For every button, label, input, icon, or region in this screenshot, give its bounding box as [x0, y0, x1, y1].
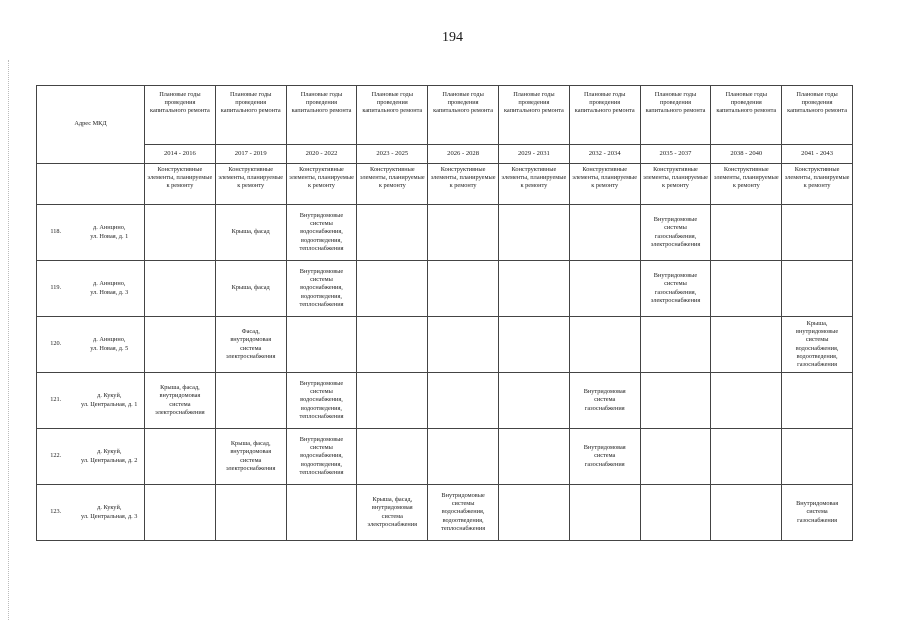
row-address: [75, 373, 145, 429]
schedule-cell: [286, 485, 357, 541]
row-number: 118.: [37, 205, 75, 261]
schedule-cell: [569, 373, 640, 429]
binding-margin: [8, 60, 11, 620]
schedule-cell-text: Внутридомовые системы водоснабжения, водоотведения, теплоснабжения: [299, 212, 344, 252]
schedule-cell: [499, 429, 570, 485]
header-row-title: [37, 86, 853, 145]
schedule-cell: [711, 205, 782, 261]
period-title-cell: Плановые годы проведения капитального ремонта: [782, 86, 853, 145]
page-number: 194: [442, 30, 463, 45]
schedule-cell: [640, 485, 711, 541]
schedule-cell: [569, 317, 640, 373]
schedule-cell: [499, 261, 570, 317]
schedule-cell: [215, 429, 286, 485]
period-title-cell: Плановые годы проведения капитального ремонта: [569, 86, 640, 145]
period-years-cell: 2023 - 2025: [357, 145, 428, 164]
schedule-cell-text: Крыша, фасад: [231, 284, 270, 292]
schedule-cell-text: Внутридомовые системы водоснабжения, водоотведения, теплоснабжения: [299, 268, 344, 308]
schedule-cell: [782, 485, 853, 541]
header-row-years: [37, 145, 853, 164]
schedule-cell: [569, 429, 640, 485]
schedule-cell: [215, 485, 286, 541]
table-row: [37, 373, 853, 429]
address-header-cell: [37, 86, 145, 164]
schedule-cell: [357, 205, 428, 261]
period-years-cell: 2032 - 2034: [569, 145, 640, 164]
schedule-cell: [711, 261, 782, 317]
elements-title-cell: Конструктивные элементы, планируемые к ремонту: [782, 164, 853, 205]
schedule-cell: [145, 373, 216, 429]
period-title-cell: Плановые годы проведения капитального ремонта: [215, 86, 286, 145]
schedule-cell: [782, 205, 853, 261]
period-title-cell: Плановые годы проведения капитального ремонта: [428, 86, 499, 145]
header-row-elements: [37, 164, 853, 205]
row-number: 119.: [37, 261, 75, 317]
row-address-text: д. Аннцнно, ул. Новая, д. 1: [90, 224, 129, 240]
schedule-cell: [711, 485, 782, 541]
schedule-cell: [428, 317, 499, 373]
schedule-cell: [145, 317, 216, 373]
elements-title-cell: Конструктивные элементы, планируемые к ремонту: [428, 164, 499, 205]
elements-title-cell: Конструктивные элементы, планируемые к ремонту: [711, 164, 782, 205]
schedule-cell: [640, 317, 711, 373]
schedule-cell-text: Крыша, фасад, внутридомовая система электроснабжения: [225, 440, 276, 472]
row-address: [75, 205, 145, 261]
period-title-cell: Плановые годы проведения капитального ремонта: [357, 86, 428, 145]
schedule-cell: [286, 317, 357, 373]
schedule-cell: [357, 373, 428, 429]
period-years-cell: 2041 - 2043: [782, 145, 853, 164]
schedule-cell: [569, 485, 640, 541]
schedule-cell: [569, 261, 640, 317]
schedule-cell: [215, 205, 286, 261]
elements-title-cell: Конструктивные элементы, планируемые к ремонту: [145, 164, 216, 205]
table-body: [37, 86, 853, 541]
schedule-cell: [428, 485, 499, 541]
repair-schedule-table: [36, 85, 853, 541]
schedule-cell-text: Внутридомовая система газоснабжения: [796, 500, 839, 524]
period-years-cell: 2020 - 2022: [286, 145, 357, 164]
schedule-cell-text: Фасад, внутридомовая система электроснабжения: [225, 328, 276, 360]
schedule-cell-text: Внутридомовые системы водоснабжения, водоотведения, теплоснабжения: [299, 380, 344, 420]
schedule-cell: [145, 205, 216, 261]
schedule-cell: [782, 317, 853, 373]
period-years-cell: 2035 - 2037: [640, 145, 711, 164]
period-title-cell: Плановые годы проведения капитального ремонта: [145, 86, 216, 145]
row-address-text: д. Аннцнно, ул. Новая, д. 3: [90, 280, 129, 296]
schedule-cell: [357, 261, 428, 317]
period-title-cell: Плановые годы проведения капитального ремонта: [711, 86, 782, 145]
schedule-cell: [215, 317, 286, 373]
elements-title-cell: Конструктивные элементы, планируемые к ремонту: [569, 164, 640, 205]
row-number: 120.: [37, 317, 75, 373]
row-address: [75, 485, 145, 541]
row-number: 121.: [37, 373, 75, 429]
schedule-cell-text: Крыша, внутридомовые системы водоснабжения, водоотведения, газоснабжения: [795, 319, 839, 368]
row-address: [75, 317, 145, 373]
table-row: [37, 205, 853, 261]
schedule-cell: [782, 429, 853, 485]
row-number: 123.: [37, 485, 75, 541]
schedule-cell: [782, 261, 853, 317]
schedule-cell: [286, 261, 357, 317]
period-title-cell: Плановые годы проведения капитального ремонта: [499, 86, 570, 145]
row-number: 122.: [37, 429, 75, 485]
row-address-text: д. Кукуй, ул. Центральная, д. 3: [81, 504, 138, 520]
schedule-cell: [428, 429, 499, 485]
period-years-cell: 2038 - 2040: [711, 145, 782, 164]
schedule-cell: [357, 485, 428, 541]
schedule-cell: [499, 205, 570, 261]
schedule-cell: [145, 485, 216, 541]
schedule-cell: [428, 373, 499, 429]
schedule-cell: [640, 373, 711, 429]
elements-title-cell: Конструктивные элементы, планируемые к ремонту: [499, 164, 570, 205]
schedule-cell: [640, 205, 711, 261]
row-address-text: д. Аннцнно, ул. Новая, д. 5: [90, 336, 129, 352]
period-years-cell: 2014 - 2016: [145, 145, 216, 164]
schedule-cell: [640, 261, 711, 317]
elements-title-cell: Конструктивные элементы, планируемые к ремонту: [286, 164, 357, 205]
period-years-cell: 2029 - 2031: [499, 145, 570, 164]
schedule-cell: [286, 429, 357, 485]
schedule-cell-text: Внутридомовая система газоснабжения: [583, 444, 626, 468]
table-row: [37, 485, 853, 541]
schedule-cell-text: Внутридомовая система газоснабжения: [583, 388, 626, 412]
elements-title-cell: Конструктивные элементы, планируемые к ремонту: [215, 164, 286, 205]
schedule-cell: [499, 373, 570, 429]
period-years-cell: 2026 - 2028: [428, 145, 499, 164]
schedule-cell: [640, 429, 711, 485]
row-address: [75, 429, 145, 485]
schedule-cell-text: Внутридомовые системы газоснабжения, электроснабжения: [650, 216, 701, 248]
row-address: [75, 261, 145, 317]
table-row: [37, 261, 853, 317]
elements-title-cell: Конструктивные элементы, планируемые к ремонту: [640, 164, 711, 205]
address-header-blank: [37, 164, 145, 205]
row-address-text: д. Кукуй, ул. Центральная, д. 1: [81, 392, 138, 408]
schedule-cell: [215, 373, 286, 429]
table-row: [37, 429, 853, 485]
period-years-cell: 2017 - 2019: [215, 145, 286, 164]
schedule-cell: [711, 373, 782, 429]
schedule-cell: [428, 261, 499, 317]
schedule-cell: [145, 261, 216, 317]
period-title-cell: Плановые годы проведения капитального ремонта: [286, 86, 357, 145]
address-header-label: Адрес МКД: [74, 119, 107, 127]
schedule-cell-text: Внутридомовые системы водоснабжения, водоотведения, теплоснабжения: [441, 492, 486, 532]
schedule-cell: [286, 373, 357, 429]
schedule-cell-text: Крыша, фасад, внутридомовая система электроснабжения: [155, 384, 205, 416]
schedule-cell: [499, 317, 570, 373]
schedule-cell: [428, 205, 499, 261]
schedule-cell: [357, 317, 428, 373]
schedule-cell-text: Крыша, фасад: [231, 228, 270, 236]
elements-title-cell: Конструктивные элементы, планируемые к ремонту: [357, 164, 428, 205]
schedule-cell-text: Внутридомовые системы водоснабжения, водоотведения, теплоснабжения: [299, 436, 344, 476]
schedule-cell: [711, 317, 782, 373]
schedule-cell-text: Внутридомовые системы газоснабжения, электроснабжения: [650, 272, 701, 304]
row-address-text: д. Кукуй, ул. Центральная, д. 2: [81, 448, 138, 464]
schedule-cell: [782, 373, 853, 429]
period-title-cell: Плановые годы проведения капитального ремонта: [640, 86, 711, 145]
schedule-cell: [569, 205, 640, 261]
schedule-cell: [286, 205, 357, 261]
schedule-cell: [499, 485, 570, 541]
schedule-cell: [357, 429, 428, 485]
schedule-cell: [215, 261, 286, 317]
schedule-cell: [145, 429, 216, 485]
schedule-cell-text: Крыша, фасад, внутридомовая система электроснабжения: [367, 496, 418, 528]
schedule-cell: [711, 429, 782, 485]
table-row: [37, 317, 853, 373]
